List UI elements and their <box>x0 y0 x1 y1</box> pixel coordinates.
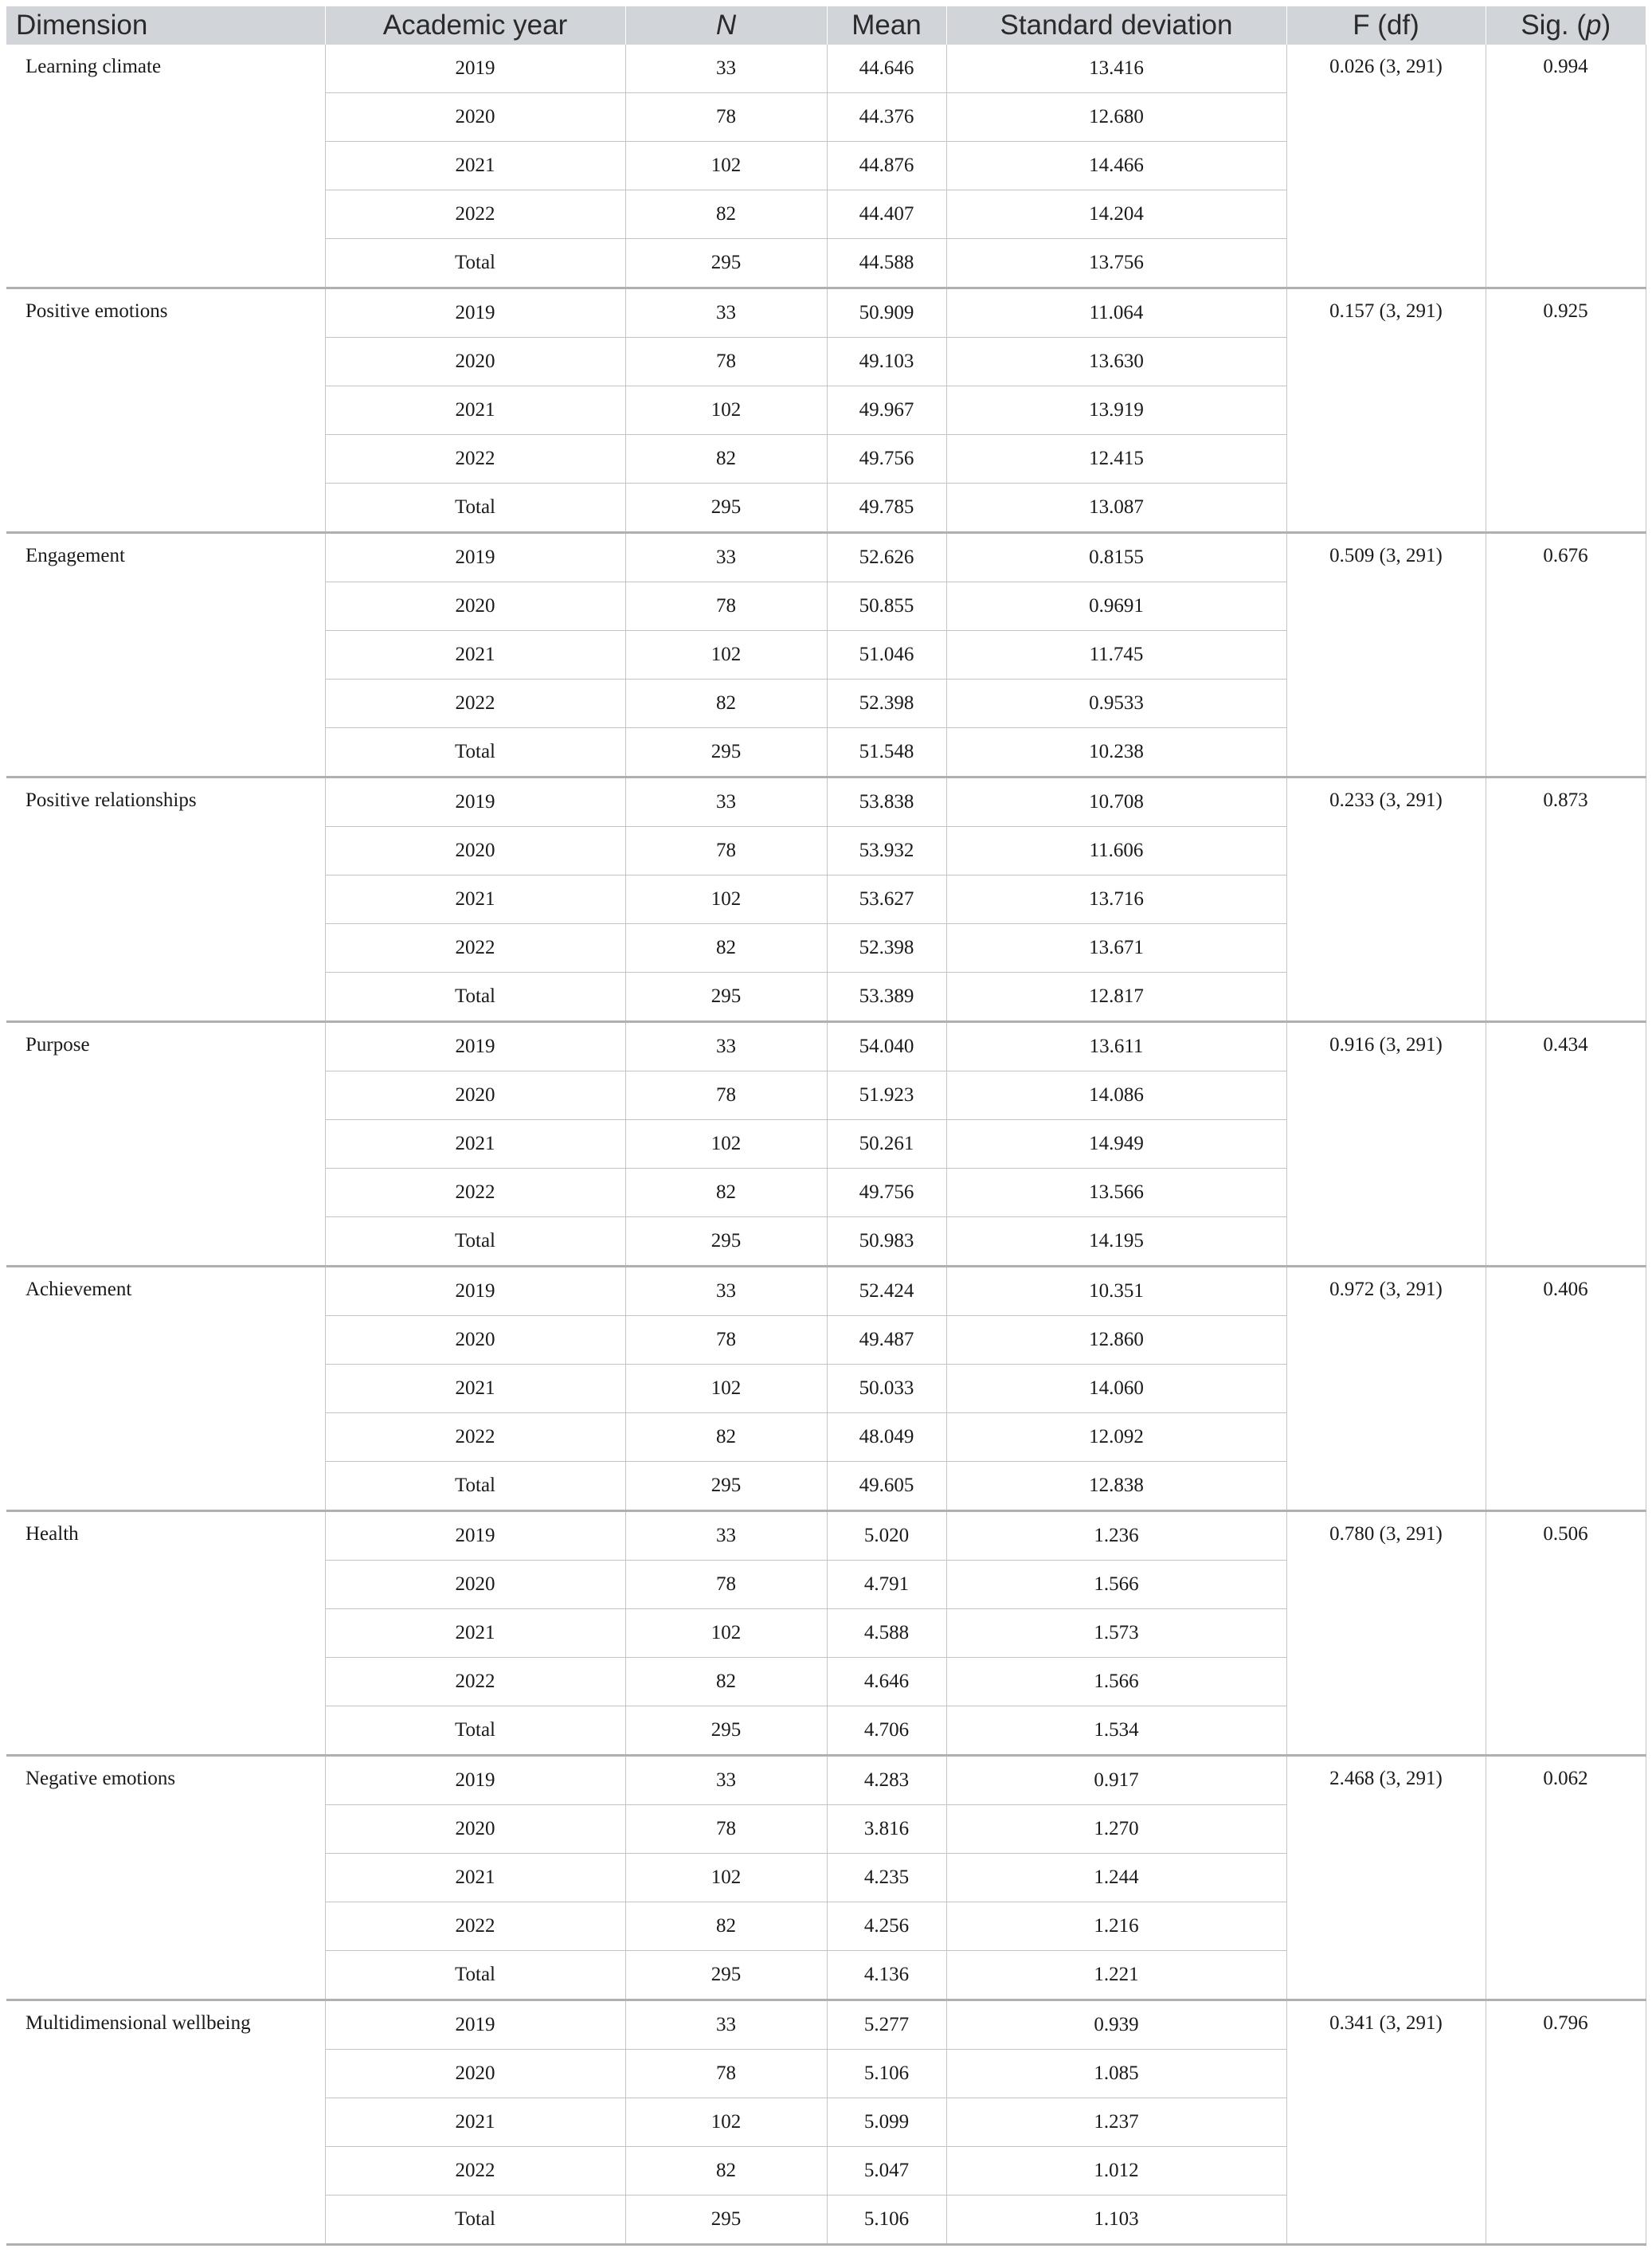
sd-cell: 0.8155 <box>946 533 1286 582</box>
sig-cell: 0.676 <box>1486 533 1646 778</box>
sd-cell: 1.534 <box>946 1706 1286 1756</box>
sig-cell: 0.994 <box>1486 45 1646 288</box>
mean-cell: 50.983 <box>827 1217 946 1267</box>
header-academic-year: Academic year <box>325 6 625 45</box>
sd-cell: 0.939 <box>946 2000 1286 2050</box>
mean-cell: 5.099 <box>827 2098 946 2147</box>
mean-cell: 52.398 <box>827 680 946 728</box>
academic-year-cell: 2022 <box>325 1658 625 1706</box>
f-df-cell: 0.233 (3, 291) <box>1286 778 1486 1022</box>
academic-year-cell: Total <box>325 728 625 778</box>
n-cell: 82 <box>625 1169 827 1217</box>
sd-cell: 14.060 <box>946 1365 1286 1413</box>
academic-year-cell: 2019 <box>325 1267 625 1316</box>
n-cell: 82 <box>625 1413 827 1462</box>
data-table-container <box>6 6 1646 2246</box>
n-cell: 78 <box>625 827 827 875</box>
sd-cell: 14.086 <box>946 1071 1286 1120</box>
header-row <box>6 6 1646 45</box>
n-cell: 102 <box>625 142 827 190</box>
n-cell: 82 <box>625 1658 827 1706</box>
n-cell: 82 <box>625 680 827 728</box>
sd-cell: 10.708 <box>946 778 1286 827</box>
academic-year-cell: 2022 <box>325 1169 625 1217</box>
n-cell: 78 <box>625 1561 827 1609</box>
sd-cell: 13.671 <box>946 924 1286 973</box>
academic-year-cell: 2020 <box>325 1805 625 1854</box>
n-cell: 82 <box>625 1902 827 1951</box>
sd-cell: 1.236 <box>946 1511 1286 1561</box>
sd-cell: 13.416 <box>946 45 1286 93</box>
mean-cell: 48.049 <box>827 1413 946 1462</box>
n-cell: 82 <box>625 190 827 239</box>
mean-cell: 4.791 <box>827 1561 946 1609</box>
f-df-cell: 0.026 (3, 291) <box>1286 45 1486 288</box>
academic-year-cell: 2021 <box>325 1120 625 1169</box>
sd-cell: 13.566 <box>946 1169 1286 1217</box>
n-cell: 102 <box>625 1365 827 1413</box>
mean-cell: 4.235 <box>827 1854 946 1902</box>
sd-cell: 14.466 <box>946 142 1286 190</box>
n-cell: 33 <box>625 1022 827 1071</box>
n-cell: 82 <box>625 2147 827 2196</box>
academic-year-cell: 2020 <box>325 582 625 631</box>
header-n <box>625 6 827 45</box>
academic-year-cell: 2021 <box>325 1365 625 1413</box>
mean-cell: 53.838 <box>827 778 946 827</box>
sd-cell: 10.351 <box>946 1267 1286 1316</box>
academic-year-cell: 2021 <box>325 142 625 190</box>
sd-cell: 12.860 <box>946 1316 1286 1365</box>
mean-cell: 4.588 <box>827 1609 946 1658</box>
n-cell: 82 <box>625 435 827 484</box>
sd-cell: 1.270 <box>946 1805 1286 1854</box>
mean-cell: 50.033 <box>827 1365 946 1413</box>
header-sig-suffix: ) <box>1601 10 1611 41</box>
n-cell: 78 <box>625 582 827 631</box>
academic-year-cell: 2021 <box>325 1609 625 1658</box>
academic-year-cell: 2022 <box>325 1902 625 1951</box>
dimension-cell: Positive relationships <box>6 778 325 1022</box>
sd-cell: 14.949 <box>946 1120 1286 1169</box>
n-cell: 102 <box>625 1854 827 1902</box>
sd-cell: 11.064 <box>946 288 1286 338</box>
academic-year-cell: 2019 <box>325 1756 625 1805</box>
n-cell: 78 <box>625 1071 827 1120</box>
mean-cell: 49.785 <box>827 484 946 533</box>
mean-cell: 5.047 <box>827 2147 946 2196</box>
mean-cell: 51.046 <box>827 631 946 680</box>
mean-cell: 5.106 <box>827 2050 946 2098</box>
sd-cell: 1.085 <box>946 2050 1286 2098</box>
n-cell: 295 <box>625 1217 827 1267</box>
mean-cell: 5.106 <box>827 2196 946 2245</box>
dimension-cell: Negative emotions <box>6 1756 325 2000</box>
academic-year-cell: Total <box>325 239 625 288</box>
table-row <box>6 45 1646 93</box>
sd-cell: 14.195 <box>946 1217 1286 1267</box>
sd-cell: 1.103 <box>946 2196 1286 2245</box>
mean-cell: 50.855 <box>827 582 946 631</box>
table-row <box>6 778 1646 827</box>
n-cell: 33 <box>625 1511 827 1561</box>
academic-year-cell: Total <box>325 2196 625 2245</box>
academic-year-cell: 2020 <box>325 338 625 386</box>
mean-cell: 3.816 <box>827 1805 946 1854</box>
academic-year-cell: 2019 <box>325 45 625 93</box>
mean-cell: 44.588 <box>827 239 946 288</box>
n-cell: 295 <box>625 728 827 778</box>
academic-year-cell: 2019 <box>325 2000 625 2050</box>
mean-cell: 51.923 <box>827 1071 946 1120</box>
sd-cell: 13.919 <box>946 386 1286 435</box>
academic-year-cell: 2020 <box>325 827 625 875</box>
table-row <box>6 1267 1646 1316</box>
dimension-cell: Health <box>6 1511 325 1756</box>
n-cell: 78 <box>625 93 827 142</box>
n-cell: 78 <box>625 1805 827 1854</box>
academic-year-cell: Total <box>325 484 625 533</box>
sd-cell: 13.087 <box>946 484 1286 533</box>
academic-year-cell: 2022 <box>325 924 625 973</box>
sd-cell: 14.204 <box>946 190 1286 239</box>
n-cell: 295 <box>625 2196 827 2245</box>
academic-year-cell: 2020 <box>325 1561 625 1609</box>
academic-year-cell: 2022 <box>325 1413 625 1462</box>
mean-cell: 52.424 <box>827 1267 946 1316</box>
n-cell: 102 <box>625 631 827 680</box>
academic-year-cell: 2020 <box>325 93 625 142</box>
sig-cell: 0.434 <box>1486 1022 1646 1267</box>
n-cell: 33 <box>625 533 827 582</box>
n-cell: 78 <box>625 2050 827 2098</box>
mean-cell: 4.256 <box>827 1902 946 1951</box>
sd-cell: 13.756 <box>946 239 1286 288</box>
mean-cell: 49.103 <box>827 338 946 386</box>
academic-year-cell: 2019 <box>325 533 625 582</box>
n-cell: 102 <box>625 2098 827 2147</box>
mean-cell: 50.909 <box>827 288 946 338</box>
sig-cell: 0.062 <box>1486 1756 1646 2000</box>
header-sig-p <box>1486 6 1646 45</box>
anova-table <box>6 6 1646 2246</box>
academic-year-cell: 2019 <box>325 778 625 827</box>
sd-cell: 1.237 <box>946 2098 1286 2147</box>
n-cell: 102 <box>625 386 827 435</box>
sd-cell: 0.9691 <box>946 582 1286 631</box>
academic-year-cell: 2022 <box>325 190 625 239</box>
sig-cell: 0.925 <box>1486 288 1646 533</box>
mean-cell: 53.627 <box>827 875 946 924</box>
sig-cell: 0.873 <box>1486 778 1646 1022</box>
header-f-df: F (df) <box>1286 6 1486 45</box>
table-row <box>6 1022 1646 1071</box>
sd-cell: 1.244 <box>946 1854 1286 1902</box>
sd-cell: 12.817 <box>946 973 1286 1022</box>
sd-cell: 0.917 <box>946 1756 1286 1805</box>
academic-year-cell: 2020 <box>325 2050 625 2098</box>
sd-cell: 13.716 <box>946 875 1286 924</box>
mean-cell: 54.040 <box>827 1022 946 1071</box>
academic-year-cell: 2020 <box>325 1316 625 1365</box>
table-body <box>6 45 1646 2245</box>
f-df-cell: 0.780 (3, 291) <box>1286 1511 1486 1756</box>
mean-cell: 49.605 <box>827 1462 946 1511</box>
dimension-cell: Positive emotions <box>6 288 325 533</box>
n-cell: 33 <box>625 288 827 338</box>
n-cell: 78 <box>625 1316 827 1365</box>
n-cell: 295 <box>625 1951 827 2000</box>
table-row <box>6 533 1646 582</box>
mean-cell: 4.646 <box>827 1658 946 1706</box>
mean-cell: 4.283 <box>827 1756 946 1805</box>
table-row <box>6 1756 1646 1805</box>
academic-year-cell: 2022 <box>325 680 625 728</box>
sig-cell: 0.796 <box>1486 2000 1646 2245</box>
n-cell: 33 <box>625 1756 827 1805</box>
mean-cell: 44.407 <box>827 190 946 239</box>
sd-cell: 1.566 <box>946 1561 1286 1609</box>
mean-cell: 49.756 <box>827 1169 946 1217</box>
mean-cell: 5.020 <box>827 1511 946 1561</box>
mean-cell: 52.626 <box>827 533 946 582</box>
header-n-label: N <box>715 10 737 41</box>
sd-cell: 13.611 <box>946 1022 1286 1071</box>
header-sig-prefix: Sig. ( <box>1521 10 1587 41</box>
sd-cell: 12.415 <box>946 435 1286 484</box>
dimension-cell: Achievement <box>6 1267 325 1511</box>
academic-year-cell: 2020 <box>325 1071 625 1120</box>
n-cell: 295 <box>625 973 827 1022</box>
header-mean: Mean <box>827 6 946 45</box>
mean-cell: 52.398 <box>827 924 946 973</box>
academic-year-cell: 2019 <box>325 1511 625 1561</box>
academic-year-cell: 2019 <box>325 1022 625 1071</box>
n-cell: 33 <box>625 45 827 93</box>
n-cell: 78 <box>625 338 827 386</box>
header-standard-deviation: Standard deviation <box>946 6 1286 45</box>
sd-cell: 13.630 <box>946 338 1286 386</box>
academic-year-cell: Total <box>325 1706 625 1756</box>
sd-cell: 1.012 <box>946 2147 1286 2196</box>
sig-cell: 0.406 <box>1486 1267 1646 1511</box>
table-row <box>6 2000 1646 2050</box>
mean-cell: 50.261 <box>827 1120 946 1169</box>
n-cell: 102 <box>625 875 827 924</box>
academic-year-cell: Total <box>325 973 625 1022</box>
sd-cell: 1.566 <box>946 1658 1286 1706</box>
academic-year-cell: 2021 <box>325 386 625 435</box>
academic-year-cell: 2022 <box>325 2147 625 2196</box>
f-df-cell: 0.972 (3, 291) <box>1286 1267 1486 1511</box>
n-cell: 295 <box>625 1462 827 1511</box>
mean-cell: 53.932 <box>827 827 946 875</box>
mean-cell: 44.376 <box>827 93 946 142</box>
n-cell: 33 <box>625 778 827 827</box>
mean-cell: 4.136 <box>827 1951 946 2000</box>
sd-cell: 10.238 <box>946 728 1286 778</box>
n-cell: 295 <box>625 1706 827 1756</box>
academic-year-cell: 2021 <box>325 1854 625 1902</box>
sd-cell: 1.221 <box>946 1951 1286 2000</box>
n-cell: 33 <box>625 1267 827 1316</box>
header-dimension: Dimension <box>6 6 325 45</box>
mean-cell: 53.389 <box>827 973 946 1022</box>
academic-year-cell: Total <box>325 1462 625 1511</box>
academic-year-cell: 2021 <box>325 631 625 680</box>
sd-cell: 12.092 <box>946 1413 1286 1462</box>
f-df-cell: 0.341 (3, 291) <box>1286 2000 1486 2245</box>
mean-cell: 44.646 <box>827 45 946 93</box>
header-p-symbol: p <box>1586 10 1602 41</box>
dimension-cell: Learning climate <box>6 45 325 288</box>
mean-cell: 5.277 <box>827 2000 946 2050</box>
f-df-cell: 0.509 (3, 291) <box>1286 533 1486 778</box>
sd-cell: 0.9533 <box>946 680 1286 728</box>
academic-year-cell: 2021 <box>325 2098 625 2147</box>
dimension-cell: Engagement <box>6 533 325 778</box>
f-df-cell: 0.916 (3, 291) <box>1286 1022 1486 1267</box>
f-df-cell: 2.468 (3, 291) <box>1286 1756 1486 2000</box>
n-cell: 102 <box>625 1609 827 1658</box>
mean-cell: 49.967 <box>827 386 946 435</box>
academic-year-cell: 2019 <box>325 288 625 338</box>
n-cell: 102 <box>625 1120 827 1169</box>
sd-cell: 12.680 <box>946 93 1286 142</box>
dimension-cell: Purpose <box>6 1022 325 1267</box>
table-row <box>6 288 1646 338</box>
n-cell: 82 <box>625 924 827 973</box>
sig-cell: 0.506 <box>1486 1511 1646 1756</box>
n-cell: 295 <box>625 239 827 288</box>
n-cell: 295 <box>625 484 827 533</box>
mean-cell: 4.706 <box>827 1706 946 1756</box>
mean-cell: 51.548 <box>827 728 946 778</box>
f-df-cell: 0.157 (3, 291) <box>1286 288 1486 533</box>
table-row <box>6 1511 1646 1561</box>
sd-cell: 11.606 <box>946 827 1286 875</box>
mean-cell: 49.487 <box>827 1316 946 1365</box>
sd-cell: 11.745 <box>946 631 1286 680</box>
dimension-cell: Multidimensional wellbeing <box>6 2000 325 2245</box>
mean-cell: 44.876 <box>827 142 946 190</box>
mean-cell: 49.756 <box>827 435 946 484</box>
sd-cell: 12.838 <box>946 1462 1286 1511</box>
sd-cell: 1.216 <box>946 1902 1286 1951</box>
academic-year-cell: Total <box>325 1217 625 1267</box>
academic-year-cell: Total <box>325 1951 625 2000</box>
academic-year-cell: 2021 <box>325 875 625 924</box>
n-cell: 33 <box>625 2000 827 2050</box>
academic-year-cell: 2022 <box>325 435 625 484</box>
sd-cell: 1.573 <box>946 1609 1286 1658</box>
